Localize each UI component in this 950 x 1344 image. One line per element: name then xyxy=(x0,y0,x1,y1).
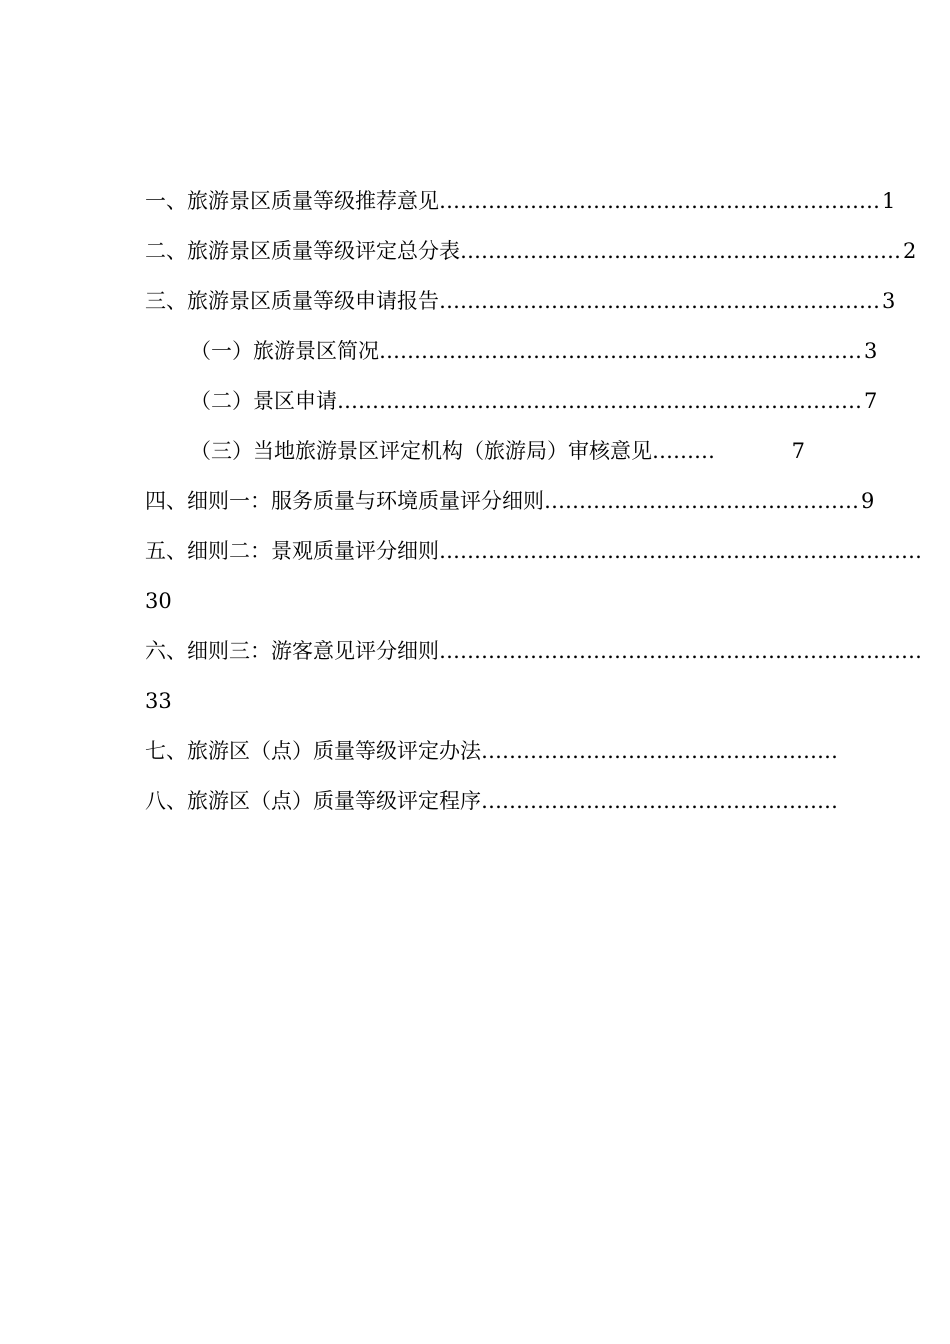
toc-entry-7[interactable] xyxy=(145,726,838,776)
toc-dot-leader: ……………………………………… xyxy=(544,489,859,513)
toc-dot-leader: …………………………………………………………… xyxy=(439,539,922,563)
toc-dot-leader: …………………………………………… xyxy=(481,789,838,813)
toc-page-number: 2 xyxy=(903,239,917,263)
toc-subentry-3-2[interactable] xyxy=(145,376,878,426)
toc-page-number: 30 xyxy=(145,589,172,613)
toc-dot-leader: …………………………………………… xyxy=(481,739,838,763)
toc-entry-8[interactable] xyxy=(145,776,838,826)
toc-page-number: 7 xyxy=(791,439,805,463)
toc-entry-title: 六、细则三：游客意见评分细则 xyxy=(145,639,439,663)
toc-entry-title: 七、旅游区（点）质量等级评定办法 xyxy=(145,739,481,763)
toc-entry-4[interactable] xyxy=(145,476,875,526)
toc-page-number: 9 xyxy=(861,489,875,513)
toc-entry-title: （一）旅游景区简况 xyxy=(190,339,379,363)
toc-entry-title: 四、细则一：服务质量与环境质量评分细则 xyxy=(145,489,544,513)
toc-page-number: 33 xyxy=(145,689,172,713)
table-of-contents xyxy=(145,176,922,826)
toc-dot-leader: ……… xyxy=(652,439,715,463)
toc-entry-3[interactable] xyxy=(145,276,896,326)
toc-entry-title: （三）当地旅游景区评定机构（旅游局）审核意见 xyxy=(190,439,652,463)
toc-dot-leader: ……………………………………………………… xyxy=(460,239,901,263)
toc-dot-leader: ……………………………………………………… xyxy=(439,289,880,313)
toc-subentry-3-1[interactable] xyxy=(145,326,878,376)
toc-dot-leader: ………………………………………………………………… xyxy=(337,389,862,413)
toc-dot-leader: ……………………………………………………… xyxy=(439,189,880,213)
toc-subentry-3-3[interactable] xyxy=(145,426,805,476)
toc-entry-title: 一、旅游景区质量等级推荐意见 xyxy=(145,189,439,213)
toc-entry-6-page-continuation xyxy=(145,676,805,726)
toc-entry-5[interactable] xyxy=(145,526,922,576)
toc-page-number: 1 xyxy=(882,189,896,213)
toc-entry-title: 八、旅游区（点）质量等级评定程序 xyxy=(145,789,481,813)
toc-dot-leader: …………………………………………………………… xyxy=(379,339,862,363)
toc-dot-leader: …………………………………………………………… xyxy=(439,639,922,663)
toc-entry-1[interactable] xyxy=(145,176,896,226)
toc-entry-5-page-continuation xyxy=(145,576,805,626)
toc-entry-2[interactable] xyxy=(145,226,917,276)
toc-entry-title: 三、旅游景区质量等级申请报告 xyxy=(145,289,439,313)
toc-entry-6[interactable] xyxy=(145,626,922,676)
toc-entry-title: 五、细则二：景观质量评分细则 xyxy=(145,539,439,563)
toc-page-number: 3 xyxy=(864,339,878,363)
toc-entry-title: （二）景区申请 xyxy=(190,389,337,413)
toc-page-number: 3 xyxy=(882,289,896,313)
toc-entry-title: 二、旅游景区质量等级评定总分表 xyxy=(145,239,460,263)
toc-page-number: 7 xyxy=(864,389,878,413)
